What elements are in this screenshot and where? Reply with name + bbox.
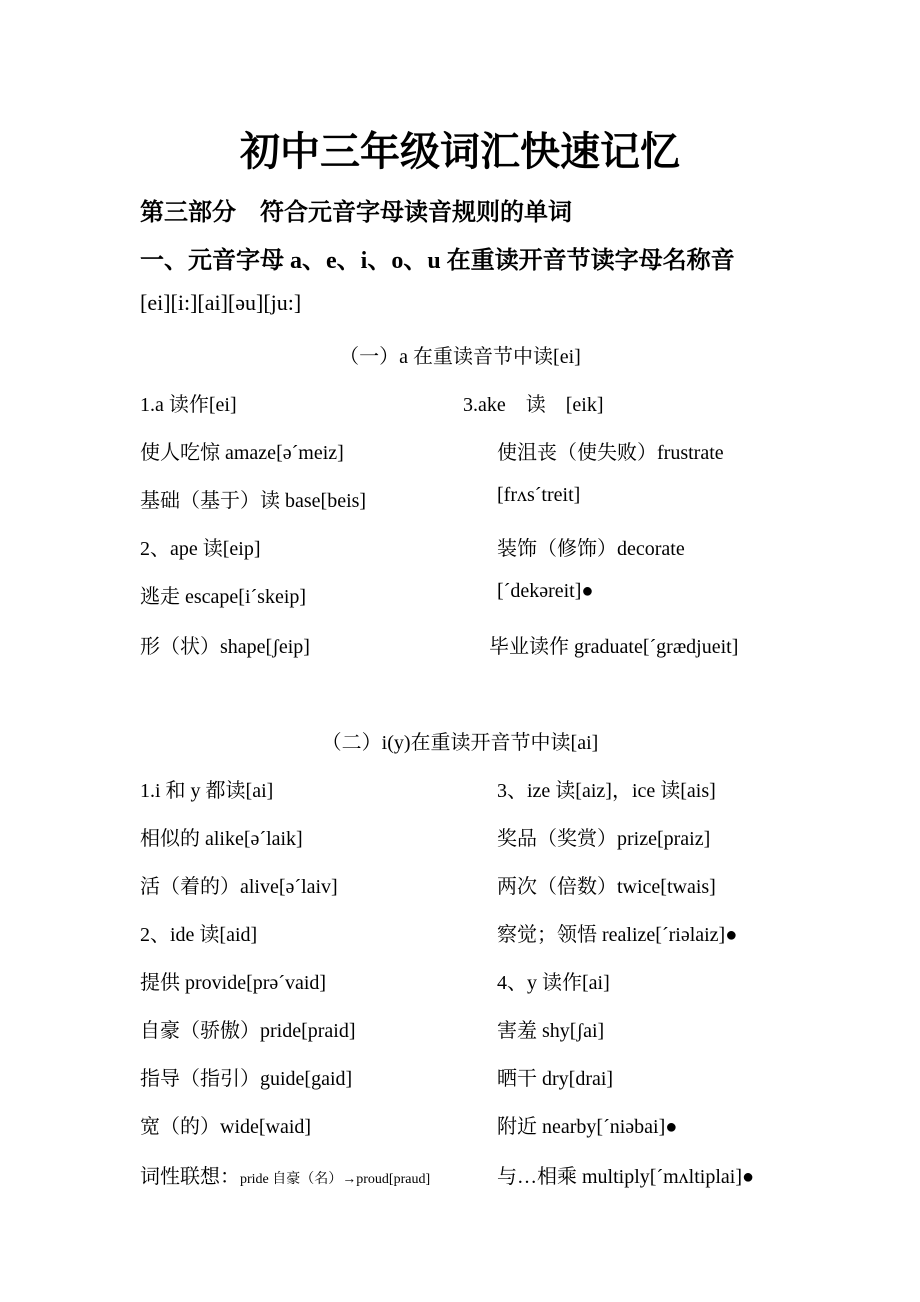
sub1-left-line-4: 2、ape 读[eip] — [140, 538, 261, 560]
word-form-label: 词性联想： — [140, 1166, 240, 1188]
sub2-right-line-6: 害羞 shy[ʃai] — [497, 1020, 605, 1042]
sub2-right-line-9: 与…相乘 multiply[´mʌltiplai]● — [497, 1166, 755, 1188]
sub2-right-line-2: 奖品（奖赏）prize[praiz] — [497, 828, 711, 850]
sub2-left-line-2: 相似的 alike[ə´laik] — [140, 828, 303, 850]
section-ipa: [ei][i:][ai][əu][ju:] — [140, 290, 302, 315]
sub1-right-line-2: 使沮丧（使失败）frustrate — [497, 442, 724, 464]
sub2-left-line-3: 活（着的）alive[ə´laiv] — [140, 876, 338, 898]
sub2-left-line-4: 2、ide 读[aid] — [140, 924, 258, 946]
sub2-right-line-8: 附近 nearby[´niəbai]● — [497, 1116, 678, 1138]
sub2-left-line-5: 提供 provide[prə´vaid] — [140, 972, 327, 994]
sub1-left-line-1: 1.a 读作[ei] — [140, 394, 237, 416]
sub2-right-line-4: 察觉；领悟 realize[´riəlaiz]● — [497, 924, 738, 946]
subsection-1-title: （一）a 在重读音节中读[ei] — [339, 346, 581, 368]
sub2-right-line-1: 3、ize 读[aiz]，ice 读[ais] — [497, 780, 716, 802]
sub1-right-line-5: [´dekəreit]● — [497, 580, 594, 602]
sub1-left-line-2: 使人吃惊 amaze[ə´meiz] — [140, 442, 344, 464]
sub1-right-line-4: 装饰（修饰）decorate — [497, 538, 685, 560]
sub1-right-line-1: 3.ake 读 [eik] — [463, 394, 604, 416]
sub2-right-line-5: 4、y 读作[ai] — [497, 972, 610, 994]
sub2-left-line-6: 自豪（骄傲）pride[praid] — [140, 1020, 356, 1042]
word-form-example: pride 自豪（名）→proud[praud] — [240, 1172, 431, 1187]
sub1-right-line-6: 毕业读作 graduate[´grædjueit] — [489, 636, 739, 658]
page-title: 初中三年级词汇快速记忆 — [240, 129, 680, 174]
sub2-left-line-9 — [140, 1160, 430, 1189]
section-heading: 一、元音字母 a、e、i、o、u 在重读开音节读字母名称音 — [140, 248, 735, 274]
sub2-right-line-7: 晒干 dry[drai] — [497, 1068, 614, 1090]
sub2-left-line-7: 指导（指引）guide[gaid] — [140, 1068, 353, 1090]
sub2-left-line-1: 1.i 和 y 都读[ai] — [140, 780, 274, 802]
sub1-right-line-3: [frʌs´treit] — [497, 484, 581, 506]
sub1-left-line-6: 形（状）shape[ʃeip] — [140, 636, 310, 658]
part-heading: 第三部分 符合元音字母读音规则的单词 — [140, 200, 572, 226]
sub2-left-line-8: 宽（的）wide[waid] — [140, 1116, 312, 1138]
sub2-right-line-3: 两次（倍数）twice[twais] — [497, 876, 716, 898]
sub1-left-line-3: 基础（基于）读 base[beis] — [140, 490, 367, 512]
sub1-left-line-5: 逃走 escape[i´skeip] — [140, 586, 307, 608]
subsection-2-title: （二）i(y)在重读开音节中读[ai] — [321, 732, 599, 754]
